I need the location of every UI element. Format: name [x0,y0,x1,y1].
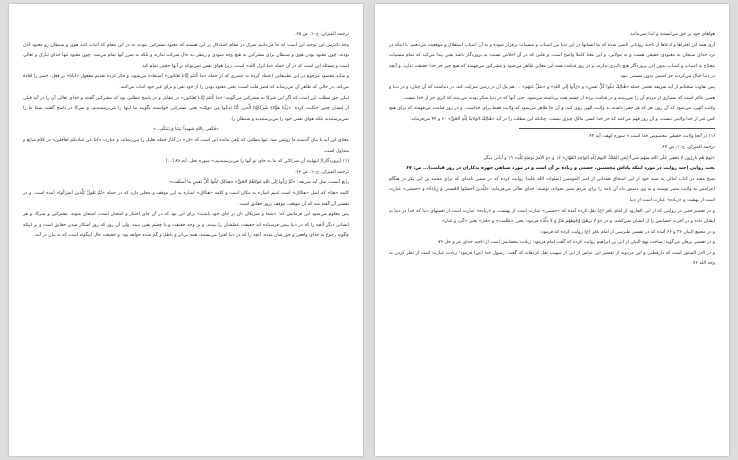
right-page [375,4,729,456]
footnote-divider [519,128,715,129]
paragraph: (۱) [پروردگارا] اينهايند آن شركائي كه ما به جاى تو آنها را مي‌پرستيديم.» سوره نحل، آيه ۸۶ [...] [165,159,349,165]
section-heading: بحث روايى (چند روايت در مورد اينكه پاداش محسنين، حسنى و زياده بر آن است و در مورد سياهى چهره بدكاران در روز قيامت)... ص: ۶۷ [406,166,715,172]
paragraph: و در الدر المنثور است كه دارقطنى و ابن مردويه از تفسير ابن عباس از ابى از سهيب نقل كردهاند كه گفت: رسول خدا (ص) فرمود: زيادت عبارت است از نظر كردن به وجه الله ۷۶. [389,250,715,267]
paragraph: و شايد مقصود مرحوم در اين تطبيقاتى اعتماد كرده به حصرى كه از جمله «ما كُنتُم إيّانا تَعبُدُون» استفاده مي‌شود، و فكر كرده تقديم مفعول «ايانا» بر فعل، حصر را افاده مي‌كند. در حالى كه ظاهر آن مي‌رساند كه قصر قلب است، يعنى معبود بودن را از خود نفى و براى غير خود اثبات مي‌كنند. [23,74,349,90]
left-page-text [23,30,349,450]
paragraph: و در تفسير برهان مي‌گويد: صاحب نهج البيان از ابى بن ابراهيم روايت كرده كه گفت امام فرمود: زيادت بخشايش است از ناحيه خداى عز و جل ۷۶. [436,240,715,246]
paragraph: رابع آنست، مثل آيه شريفه: «ثُمَّ رُدُّوا إلى اللهِ مَولاهُمُ الحَقِّ» «هنالک تَبلُوا كُلُّ نَفسٍ ما أسلَفَت» [169,180,349,186]
paragraph: وجه تاثيرش اين توجيه اين است كه ما مي‌دانيم شرک در مقام استدلال بر اين هستند كه معبود مشركين نبودند نه در اين مقام كه اثبات كنند هوى و شيطان رو معبود آنان بودند، چون معبود بودن هوى و شيطان براى مشركين به هيچ وجه سودى و ربطى به حال شركت ندارند و بلكه به ضرر آنها تمام مي‌شد. چون معبود تنها خداى تبارک و تعالى است و مسئله اين است كه در آن جمله «ما انزل الله» است، زيرا هواى نفس نمي‌تواند بر آنها حجتى تمام كند. [23,42,349,69]
paragraph: شيخ مفيد در كتاب امالى به سند خود از ابى اسحاق همدانى از امير المومنين (صلوات الله عليه) روايت كرده كه در ضمن نامه‌اى كه براى محمد بن ابى بكر در هنگام اعزامش به ولايت مصر نوشته و به وى دستور داد آن نامه را براى مردم مصر بخواند، نوشته: خداى تعالى مي‌فرمايد: «لِلَّذينَ أحسَنُوا الحُسنى وَ زِيادَةٌ» و «حسنى» عبارت است از بهشت و «زياده» عبارت است از دنيا. [389,176,715,203]
paragraph: ترجمه الميزان، ج۱۰، ص ۶۷. [660,144,715,150]
paragraph: ترجمه الميزان، ج۱۰، ص ۶۶. [294,169,349,175]
left-page [9,4,363,456]
paragraph: ليكن حق مطلب اين است كه اگر اين شرکا به مشركين مي‌گويند: «ما كُنتُم إيّانا تَعبُدُون» در مقابل و در پاسخ مطلبى بود كه مشركين گفتند و خداى تعالى آن را در آيه قبلى از ايشان چنين حكايت كرده: «رَبَّنا هؤُلاءِ شُرَكاؤُنَا الَّذينَ كُنّا نَدعُوا مِن دونِك» يعنى مشركين خواستند بگويند ما اينها را مي‌پرستيديم، و شرکا در پاسخ گفتند شما ما را نمي‌پرستيديد بلكه هواى نفس خود را مي‌پرستيديد و شيطان را. [23,95,349,122]
paragraph: ترجمه الميزان، ج۱۰، ص ۶۵. [294,32,349,37]
paragraph: «فَكَفى بِاللهِ شَهيداً بَينَنا وَ بَينَكُم...» [153,127,219,133]
paragraph: «يَومَ هُم بارِزُونَ لا يَخفى عَلَى اللهِ مِنهُم شَيءٌ لِمَنِ المُلكُ اليَومَ لِلّهِ الواحِدِ القَهّارِ» ۱۶ و «وَ الأمرُ يَومَئِذٍ لِلّهِ» ۱۹ و آياتى ديگر. [482,155,715,161]
paragraph: (۱) در آنجا ولايت حقيقى مخصوص خدا است.» سوره كهف، آيه ۴۴. [587,134,715,140]
paragraph: پس تفاوت سخنانم از آيه شريفه بعضى جمله «هُنالِكَ تَبلُوا كُلُّ نَفسٍ» و «رُدُّوا إلَى اللهِ» و «ضَلَّ عَنهُم» ... هم يک آن در زمين سرايت كند، در دنياست كه آن چنان، و در دنيا و همين عالم است كه بسيارى از مردم آن را نمي‌بينند و در قيامت پرده از چشم همه برداشته مي‌شود، حتى آنها كه در دنيا منكر بودند مي‌بينند كه اثرى جز از خدا نيست. [389,84,715,101]
paragraph: هواهاى خود بر حق مي‌ايستند و ابدا نمي‌مانند. [628,32,715,37]
paragraph: و در مجمع البيان ۳۶ و ۶۶ آمده كه در تفسير طبرسى از امام باقر (ع) روايت كرده كه فرمود: [539,229,715,235]
paragraph: كلمه «هنا» كه اصل «هنالک» است اسم اشاره به مكان است و كلمه «هنالک» اشاره به اين موقف و محلى دارد كه در جمله «ثُمَّ نَقُولُ لِلَّذينَ أشرَكُوا» آمده است، و در تفسير آن گفته شد كه آن موقف، موقف بروز حقايق است. [23,190,349,207]
paragraph: معناى اين آيه با بيان گذشته ما روشن شد. تنها مطلبى كه باقى مانده اين است كه «ان» در آغاز جمله تعليل را مي‌رساند، و عبارت «كنا عن عبادتكم لغافلين» در كلام شايع و متداول است. [23,137,349,154]
paragraph: آرى همه اين افتراها و ادعاها از ناحيه رواياتى ناشى شده كه ما انسانها در اين دنيا بين اسباب و مسببات برقرار نموده و به آن اسباب استقلال و موقعيت مي‌دهيم، با اينكه در نزد خداى سبحان نه معبودى حقيقى هست و نه مولايى، و اين معنا كاملا واضح است. و قلبى كه در آن اخلاص نسبت به پروردگار باشد يقين پيدا مي‌كند كه تمام مسببات محتاج به اسباب و اسباب بدون اذن پروردگار هيچ تاثيرى ندارند، و در روز قيامت همه اين معانى ظاهر مي‌شود و مشركين مي‌فهمند كه هيچ چيز جز خدا حقيقت ندارد، و آنچه در دنيا خيال مي‌كردند جز اسمى بدون مسمى نبود. [389,42,715,80]
paragraph: ولايت الهى، مي‌شود كه آن روز، هر كه هر حقى داشته به ولايت الهى روى كند، و آن جا ظاهر مي‌شود كه ولايت فقط براى خداست. و در روز قيامت مي‌فهمند كه براى هيچ كس غير از خدا ولايتى نيست، و آن روز فهم مي‌كنند كه جز خدا كسى مالک چيزى نيست، چنانكه اين مطلب را در آيه «هُنالِكَ الوَلايَةُ لِلّهِ الحَقِّ» ۶۰ و ۴۴ مي‌فرمايد: [389,106,715,122]
paragraph: پس معلوم مي‌شود اين فرمايش كه: «شما و شريكان تان بر جاى خود باشيد» براى اين بود كه در آن جاى اختيار و امتحان است، امتحان شوند. مشركين و شركا، و هر انسانى ديگر آنچه را كه در دنيا پيش فرستاده اند حقيقت عملشان را ببينند، و بر وجه حقيقت و با چشم يقين ببيند. ولى آن روز كه روز آشكار شدن حقايق است و بر اينكه چگونه رجوع به خداى واقعى و حق شان شده، آنچه را كه در دنيا افترا مي‌بستند، همه بي‌اثر و باطل و گم شده خواهد بود، و حقيقت حال اينگونه است كه به بيان در آمد. [23,212,349,239]
paragraph: و در تفسير قمى در روايتى كه از ابى الجارود از امام باقر (ع) نقل كرده آمده كه «حسنى» عبارت است از بهشت، و «زياده» عبارت است از نعمتهاى دنيا كه خدا در دنيا به ايشان داده و در آخرت حسابش را از ايشان نمي‌كشد. و در «وَ لا يَرهَقُ وُجُوهَهُم قَتَرٌ وَ لا ذِلَّةٌ» فرمود: يعنى «ظلمت» و «قتر» يعنى «گرد و غبار». [389,208,715,225]
right-page-text [389,30,715,450]
